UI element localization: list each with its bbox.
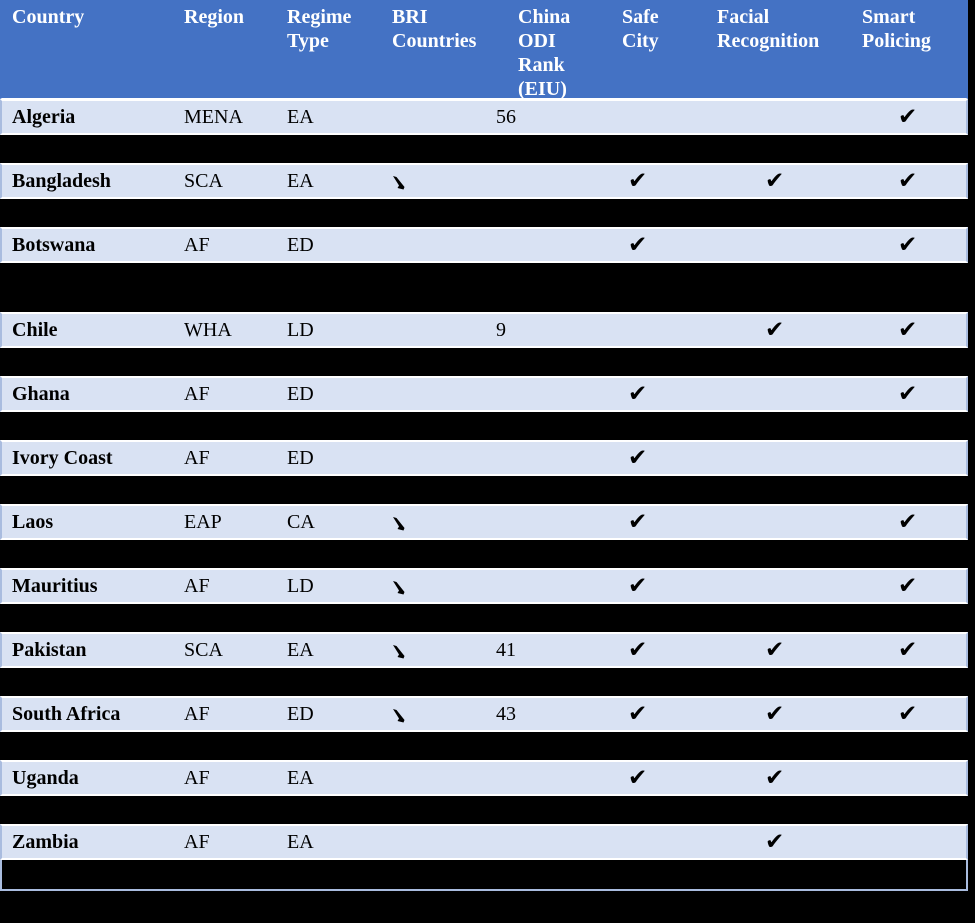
cell-country: Bangladesh bbox=[12, 170, 111, 192]
table-row bbox=[0, 99, 968, 135]
cell-smart-policing bbox=[854, 380, 966, 407]
check-icon: ✔ bbox=[765, 316, 785, 343]
table-header-row bbox=[0, 0, 968, 99]
table-row bbox=[0, 824, 968, 860]
cell-region: SCA bbox=[184, 639, 223, 661]
cell-region: EAP bbox=[184, 511, 222, 533]
check-icon: ✔ bbox=[898, 380, 918, 407]
table-row bbox=[0, 504, 968, 540]
redacted-row bbox=[0, 135, 968, 163]
cell-region: MENA bbox=[184, 106, 243, 128]
cell-country: Pakistan bbox=[12, 639, 87, 661]
header-cell-safe-city bbox=[614, 0, 707, 101]
cell-regime-type: CA bbox=[287, 511, 315, 533]
check-icon: ✔ bbox=[898, 700, 918, 727]
partial-check-icon bbox=[393, 176, 405, 190]
cell-safe-city bbox=[614, 167, 707, 194]
table-row bbox=[0, 163, 968, 199]
redacted-row bbox=[0, 732, 968, 760]
cell-country: Chile bbox=[12, 319, 58, 341]
cell-bri-countries bbox=[382, 512, 488, 532]
check-icon: ✔ bbox=[628, 636, 648, 663]
cell-safe-city bbox=[614, 636, 707, 663]
cell-country: Laos bbox=[12, 511, 54, 533]
redacted-row bbox=[0, 199, 968, 227]
table-row bbox=[0, 376, 968, 412]
table-row bbox=[0, 227, 968, 263]
redacted-row bbox=[0, 263, 968, 312]
cell-regime-type: LD bbox=[287, 319, 314, 341]
cell-region: AF bbox=[184, 234, 210, 256]
cell-smart-policing bbox=[854, 103, 966, 130]
cell-safe-city bbox=[614, 444, 707, 471]
cell-regime-type: LD bbox=[287, 575, 314, 597]
redacted-row bbox=[0, 796, 968, 824]
check-icon: ✔ bbox=[898, 316, 918, 343]
check-icon: ✔ bbox=[898, 636, 918, 663]
redacted-row bbox=[0, 540, 968, 568]
cell-regime-type: EA bbox=[287, 170, 314, 192]
cell-regime-type: EA bbox=[287, 831, 314, 853]
redacted-row bbox=[0, 604, 968, 632]
cell-safe-city bbox=[614, 700, 707, 727]
cell-country: Botswana bbox=[12, 234, 96, 256]
check-icon: ✔ bbox=[628, 572, 648, 599]
cell-country: South Africa bbox=[12, 703, 121, 725]
cell-country: Algeria bbox=[12, 106, 76, 128]
check-icon: ✔ bbox=[765, 167, 785, 194]
cell-facial-recognition bbox=[707, 764, 854, 791]
cell-regime-type: EA bbox=[287, 639, 314, 661]
cell-china-odi-rank: 41 bbox=[496, 639, 516, 661]
cell-region: AF bbox=[184, 575, 210, 597]
partial-check-icon bbox=[393, 517, 405, 531]
cell-china-odi-rank: 56 bbox=[496, 106, 516, 128]
cell-region: SCA bbox=[184, 170, 223, 192]
check-icon: ✔ bbox=[628, 380, 648, 407]
cell-facial-recognition bbox=[707, 636, 854, 663]
cell-regime-type: ED bbox=[287, 234, 314, 256]
cell-country: Zambia bbox=[12, 831, 79, 853]
cell-region: AF bbox=[184, 383, 210, 405]
cell-smart-policing bbox=[854, 508, 966, 535]
cell-regime-type: ED bbox=[287, 703, 314, 725]
cell-country: Mauritius bbox=[12, 575, 98, 597]
cell-region: AF bbox=[184, 447, 210, 469]
header-label-safe-city: Safe City bbox=[622, 6, 659, 52]
check-icon: ✔ bbox=[628, 700, 648, 727]
check-icon: ✔ bbox=[628, 167, 648, 194]
check-icon: ✔ bbox=[898, 231, 918, 258]
cell-facial-recognition bbox=[707, 167, 854, 194]
cell-smart-policing bbox=[854, 636, 966, 663]
check-icon: ✔ bbox=[898, 508, 918, 535]
table-body bbox=[0, 99, 968, 891]
table-row bbox=[0, 440, 968, 476]
redacted-row bbox=[0, 476, 968, 504]
cell-smart-policing bbox=[854, 167, 966, 194]
cell-safe-city bbox=[614, 508, 707, 535]
cell-regime-type: ED bbox=[287, 447, 314, 469]
check-icon: ✔ bbox=[628, 508, 648, 535]
check-icon: ✔ bbox=[765, 636, 785, 663]
cell-china-odi-rank: 43 bbox=[496, 703, 516, 725]
check-icon: ✔ bbox=[765, 700, 785, 727]
cell-smart-policing bbox=[854, 700, 966, 727]
redacted-row bbox=[0, 860, 968, 891]
redacted-row bbox=[0, 348, 968, 376]
header-cell-smart-policing bbox=[854, 0, 966, 101]
cell-smart-policing bbox=[854, 572, 966, 599]
table-row bbox=[0, 568, 968, 604]
table-row bbox=[0, 696, 968, 732]
partial-check-icon bbox=[393, 709, 405, 723]
check-icon: ✔ bbox=[628, 764, 648, 791]
cell-facial-recognition bbox=[707, 828, 854, 855]
cell-safe-city bbox=[614, 764, 707, 791]
cell-bri-countries bbox=[382, 576, 488, 596]
cell-country: Uganda bbox=[12, 767, 79, 789]
header-cell-china-odi-rank bbox=[488, 0, 614, 101]
cell-smart-policing bbox=[854, 231, 966, 258]
check-icon: ✔ bbox=[898, 167, 918, 194]
partial-check-icon bbox=[393, 581, 405, 595]
partial-check-icon bbox=[393, 645, 405, 659]
header-cell-facial-recognition bbox=[707, 0, 854, 101]
header-label-region: Region bbox=[184, 6, 244, 28]
header-label-facial-recognition: Facial Recognition bbox=[717, 6, 820, 52]
header-cell-country bbox=[2, 0, 174, 101]
header-cell-regime-type bbox=[277, 0, 382, 101]
header-label-bri-countries: BRI Countries bbox=[392, 6, 477, 52]
check-icon: ✔ bbox=[765, 764, 785, 791]
check-icon: ✔ bbox=[628, 444, 648, 471]
cell-region: WHA bbox=[184, 319, 232, 341]
cell-bri-countries bbox=[382, 704, 488, 724]
redacted-row bbox=[0, 668, 968, 696]
header-label-country: Country bbox=[12, 6, 85, 28]
cell-regime-type: ED bbox=[287, 383, 314, 405]
cell-facial-recognition bbox=[707, 316, 854, 343]
cell-china-odi-rank: 9 bbox=[496, 319, 506, 341]
cell-safe-city bbox=[614, 231, 707, 258]
table-row bbox=[0, 312, 968, 348]
cell-region: AF bbox=[184, 703, 210, 725]
header-label-regime-type: Regime Type bbox=[287, 6, 352, 52]
cell-smart-policing bbox=[854, 316, 966, 343]
redacted-row bbox=[0, 412, 968, 440]
cell-regime-type: EA bbox=[287, 767, 314, 789]
table-row bbox=[0, 760, 968, 796]
header-label-china-odi-rank: China ODI Rank (EIU) bbox=[518, 6, 571, 100]
header-label-smart-policing: Smart Policing bbox=[862, 6, 931, 52]
header-cell-bri-countries bbox=[382, 0, 488, 101]
check-icon: ✔ bbox=[628, 231, 648, 258]
check-icon: ✔ bbox=[898, 103, 918, 130]
header-cell-region bbox=[174, 0, 277, 101]
cell-safe-city bbox=[614, 572, 707, 599]
cell-region: AF bbox=[184, 767, 210, 789]
cell-country: Ghana bbox=[12, 383, 70, 405]
cell-safe-city bbox=[614, 380, 707, 407]
check-icon: ✔ bbox=[898, 572, 918, 599]
cell-region: AF bbox=[184, 831, 210, 853]
check-icon: ✔ bbox=[765, 828, 785, 855]
table-row bbox=[0, 632, 968, 668]
cell-country: Ivory Coast bbox=[12, 447, 113, 469]
cell-regime-type: EA bbox=[287, 106, 314, 128]
cell-bri-countries bbox=[382, 640, 488, 660]
cell-bri-countries bbox=[382, 171, 488, 191]
cell-facial-recognition bbox=[707, 700, 854, 727]
